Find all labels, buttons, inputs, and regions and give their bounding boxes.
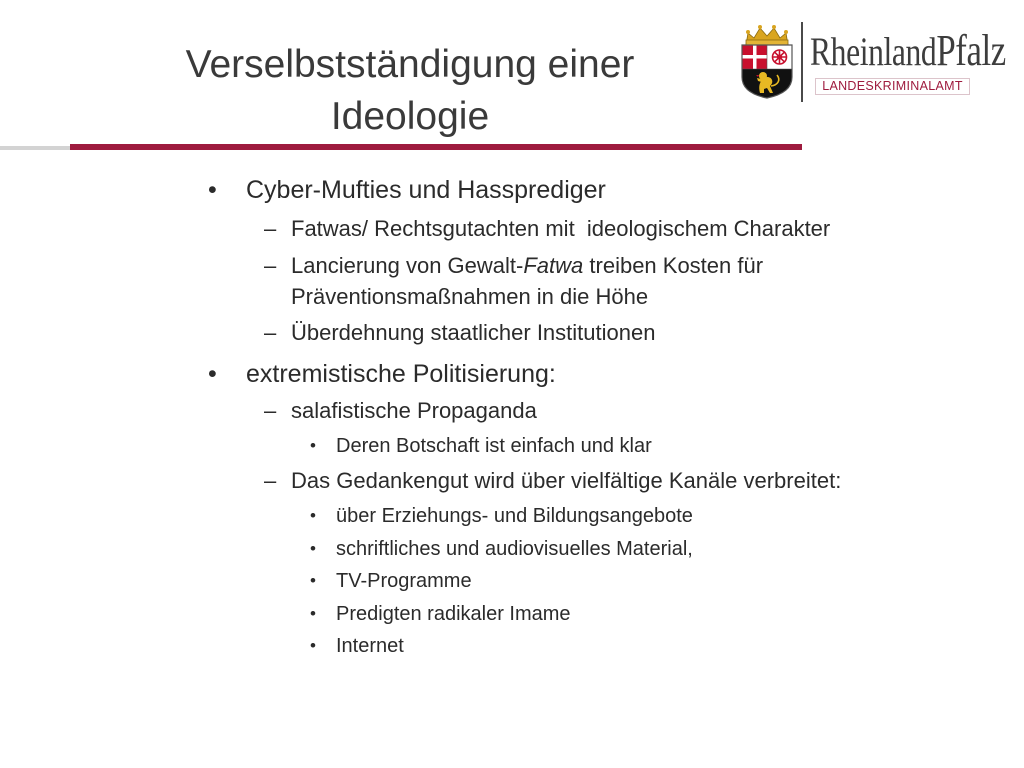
dash-marker: –: [264, 468, 277, 493]
bullet-marker: •: [310, 571, 316, 590]
text-segment: treiben Kosten für Präventionsmaßnahmen in die Höhe: [291, 253, 770, 309]
title-line-1: Verselbstständigung einer: [185, 43, 635, 86]
list-item: [0, 434, 1024, 458]
list-item: [0, 468, 1024, 494]
bullet-marker: •: [310, 539, 316, 558]
dash-marker: –: [264, 320, 277, 345]
dash-marker: –: [264, 398, 277, 423]
list-item: [0, 504, 1024, 528]
title-rule-gray: [0, 146, 70, 150]
logo-subtitle: LANDESKRIMINALAMT: [815, 78, 970, 95]
wordmark-part-2: Pfalz: [936, 26, 1006, 75]
logo-wordmark: [810, 26, 1006, 75]
list-item: [0, 250, 1024, 312]
list-item: [0, 175, 1024, 205]
list-item-text: [291, 250, 811, 312]
logo-divider: [801, 22, 803, 102]
list-item-text: über Erziehungs- und Bildungsangebote: [336, 505, 693, 527]
list-item-text: Überdehnung staatlicher Institutionen: [291, 320, 656, 345]
list-item-text: extremistische Politisierung:: [246, 360, 556, 388]
dash-marker: –: [264, 216, 277, 241]
list-item: [0, 602, 1024, 626]
wheel-icon: [773, 50, 787, 64]
list-item: [0, 634, 1024, 658]
coat-of-arms-icon: [739, 23, 795, 99]
list-item-text: Deren Botschaft ist einfach und klar: [336, 435, 652, 457]
list-item-text: Fatwas/ Rechtsgutachten mit ideologischem Charakter: [291, 216, 831, 241]
list-item-text: Predigten radikaler Imame: [336, 603, 571, 625]
list-item: [0, 216, 1024, 242]
bullet-marker: •: [310, 506, 316, 525]
list-item-text: salafistische Propaganda: [291, 398, 537, 423]
text-segment: Lancierung von Gewalt-: [291, 253, 524, 278]
crown-icon: [746, 25, 788, 45]
italic-term: Fatwa: [523, 253, 584, 278]
bullet-marker: •: [310, 436, 316, 455]
list-item-text: TV-Programme: [336, 570, 472, 592]
bullet-marker: •: [310, 604, 316, 623]
bullet-marker: •: [208, 176, 217, 204]
list-item-text: Internet: [336, 635, 404, 657]
bullet-marker: •: [310, 636, 316, 655]
bullet-marker: •: [208, 360, 217, 388]
list-item: [0, 359, 1024, 389]
list-item-text: schriftliches und audiovisuelles Material,: [336, 538, 693, 560]
list-item-text: Cyber-Mufties und Hassprediger: [246, 176, 606, 204]
dash-marker: –: [264, 253, 277, 278]
title-line-2: Ideologie: [330, 95, 490, 138]
list-item: [0, 537, 1024, 561]
list-item-text: Das Gedankengut wird über vielfältige Kanäle verbreitet:: [291, 468, 842, 493]
title-rule-accent: [70, 144, 802, 150]
list-item: [0, 569, 1024, 593]
wordmark-part-1: Rheinland: [810, 29, 937, 74]
list-item: [0, 320, 1024, 346]
slide-title: [30, 39, 790, 143]
list-item: [0, 398, 1024, 424]
